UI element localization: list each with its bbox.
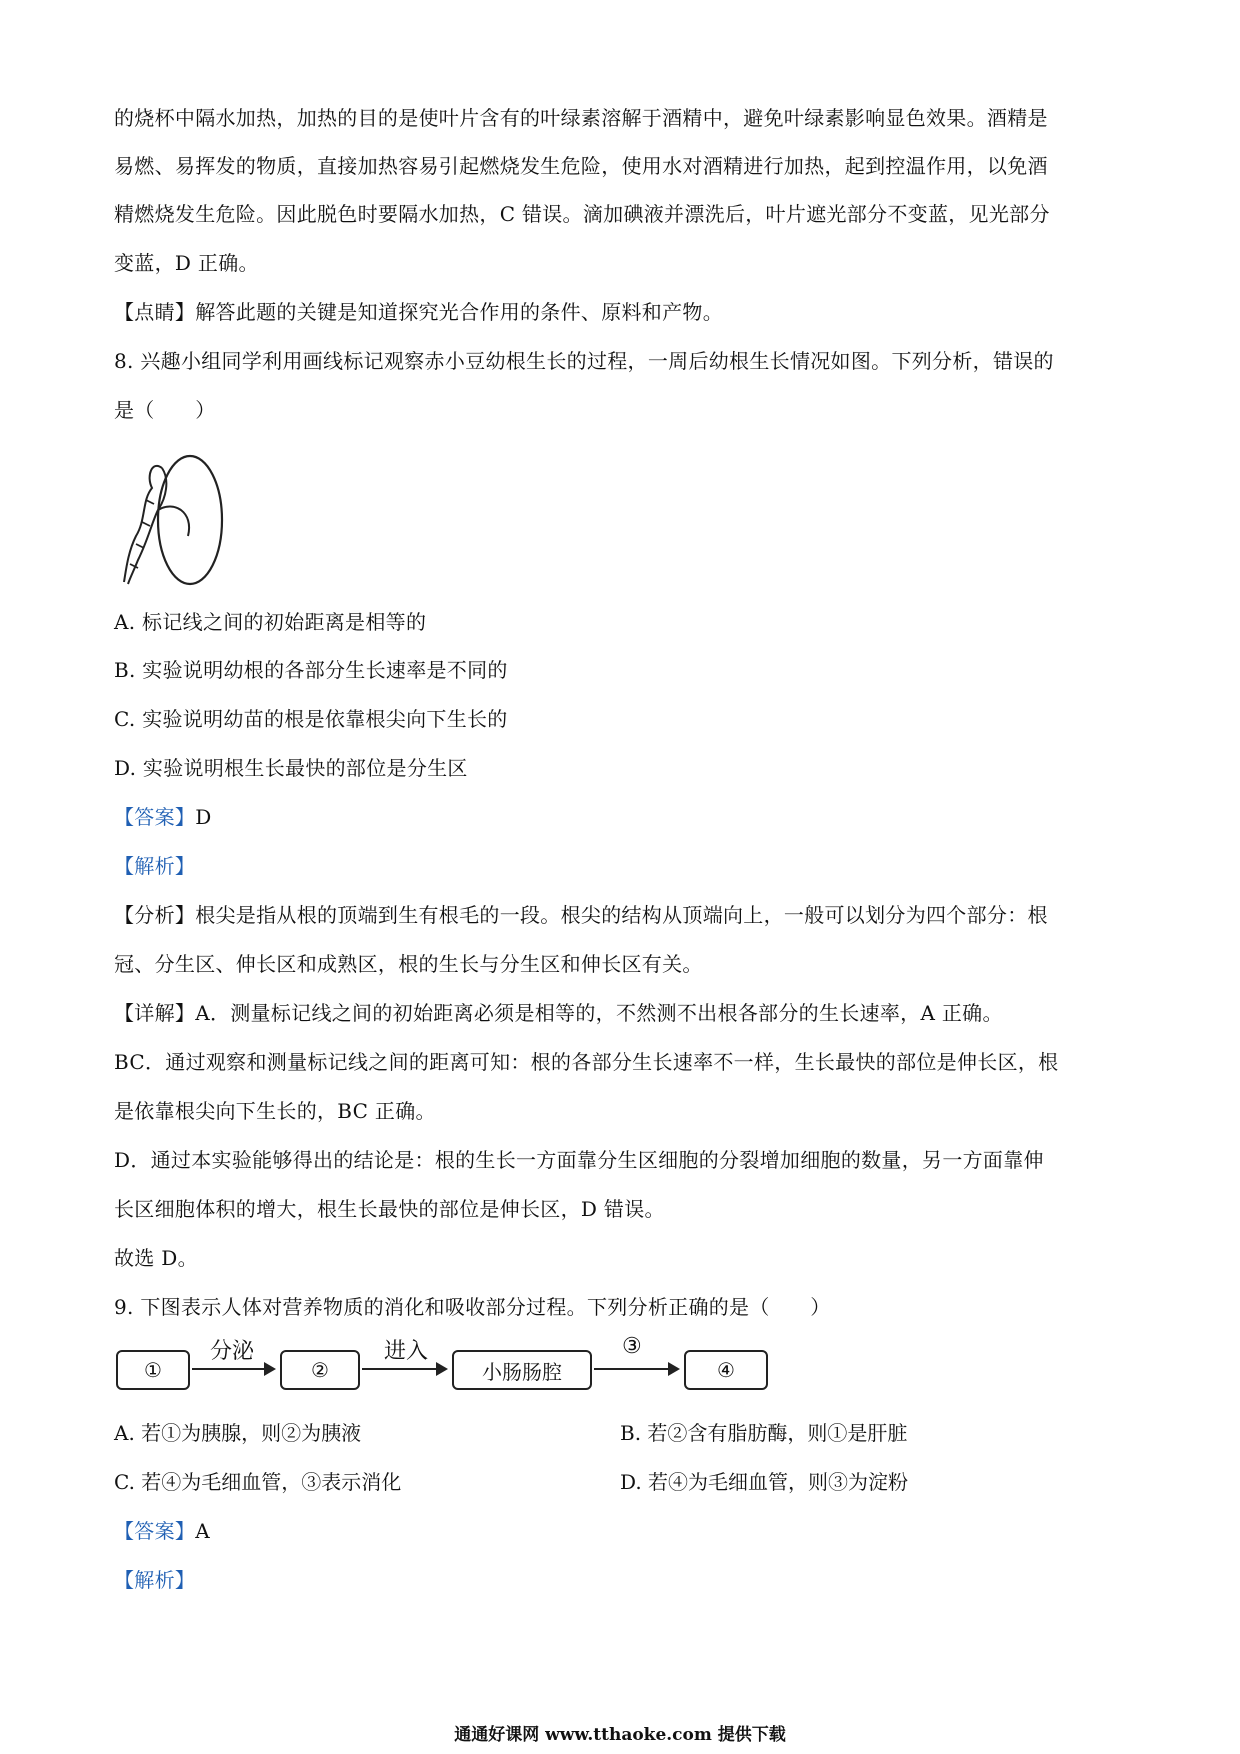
q8-option-c: C. 实验说明幼苗的根是依靠根尖向下生长的 <box>114 707 508 731</box>
text-line: 冠、分生区、伸长区和成熟区，根的生长与分生区和伸长区有关。 <box>114 952 703 976</box>
xiangjie-text: A．测量标记线之间的初始距离必须是相等的，不然测不出根各部分的生长速率，A 正确。 <box>195 1001 1003 1025</box>
dianjing-line <box>114 298 723 326</box>
text-line: BC．通过观察和测量标记线之间的距离可知：根的各部分生长速率不一样，生长最快的部位是伸长区，根 <box>114 1050 1059 1074</box>
q9-option-a: A. 若①为胰腺，则②为胰液 <box>114 1421 362 1445</box>
q8-option-a: A. 标记线之间的初始距离是相等的 <box>114 610 427 634</box>
page-footer: 通通好课网 www.tthaoke.com 提供下载 <box>454 1725 786 1745</box>
flow-box-2: ② <box>280 1350 360 1390</box>
answer-tag: 【答案】 <box>114 805 196 829</box>
flow-arrow-1 <box>192 1339 274 1370</box>
digestion-flow-diagram <box>114 1328 794 1398</box>
xiangjie-line <box>114 999 1003 1027</box>
q9-option-c: C. 若④为毛细血管，③表示消化 <box>114 1470 402 1494</box>
text-line: 是依靠根尖向下生长的，BC 正确。 <box>114 1099 436 1123</box>
answer-tag: 【答案】 <box>114 1519 196 1543</box>
fenxi-tag: 【分析】 <box>114 903 196 927</box>
text-line: 的烧杯中隔水加热，加热的目的是使叶片含有的叶绿素溶解于酒精中，避免叶绿素影响显色效果。酒精是 <box>114 106 1048 130</box>
q9-answer-line <box>114 1517 210 1545</box>
flow-box-small-intestine: 小肠肠腔 <box>452 1350 592 1390</box>
answer-value: D <box>195 805 212 829</box>
text-line: 故选 D。 <box>114 1246 198 1270</box>
flow-arrow-3 <box>594 1334 678 1370</box>
text-line: 长区细胞体积的增大，根生长最快的部位是伸长区，D 错误。 <box>114 1197 665 1221</box>
text-line: 精燃烧发生危险。因此脱色时要隔水加热，C 错误。滴加碘液并漂洗后，叶片遮光部分不变蓝，见光部分 <box>114 202 1050 226</box>
answer-value: A <box>195 1519 210 1543</box>
q9-option-d: D. 若④为毛细血管，则③为淀粉 <box>620 1470 909 1494</box>
fenxi-text: 根尖是指从根的顶端到生有根毛的一段。根尖的结构从顶端向上，一般可以划分为四个部分：根 <box>195 903 1048 927</box>
flow-box-4: ④ <box>684 1350 768 1390</box>
q8-option-d: D. 实验说明根生长最快的部位是分生区 <box>114 756 468 780</box>
text-line: 变蓝，D 正确。 <box>114 251 259 275</box>
seedling-root-illustration <box>118 440 228 590</box>
text-line: 易燃、易挥发的物质，直接加热容易引起燃烧发生危险，使用水对酒精进行加热，起到控温作用，以免酒 <box>114 154 1048 178</box>
jiexi-tag: 【解析】 <box>114 1568 196 1592</box>
dianjing-text: 解答此题的关键是知道探究光合作用的条件、原料和产物。 <box>195 300 724 324</box>
flow-label-3: ③ <box>622 1334 642 1359</box>
jiexi-tag: 【解析】 <box>114 854 196 878</box>
q8-stem: 8. 兴趣小组同学利用画线标记观察赤小豆幼根生长的过程，一周后幼根生长情况如图。下列分析，错误的 <box>114 349 1054 373</box>
q9-option-b: B. 若②含有脂肪酶，则①是肝脏 <box>620 1421 908 1445</box>
q8-answer-line <box>114 803 212 831</box>
q8-option-b: B. 实验说明幼根的各部分生长速率是不同的 <box>114 658 508 682</box>
flow-box-1: ① <box>116 1350 190 1390</box>
flow-label-secrete: 分泌 <box>210 1339 255 1364</box>
dianjing-tag: 【点睛】 <box>114 300 196 324</box>
text-line: D．通过本实验能够得出的结论是：根的生长一方面靠分生区细胞的分裂增加细胞的数量，另一方面靠伸 <box>114 1148 1044 1172</box>
q8-stem-cont: 是（ ） <box>114 398 216 422</box>
xiangjie-tag: 【详解】 <box>114 1001 196 1025</box>
q9-stem: 9. 下图表示人体对营养物质的消化和吸收部分过程。下列分析正确的是（ ） <box>114 1295 831 1319</box>
flow-arrow-2 <box>362 1339 446 1370</box>
flow-label-enter: 进入 <box>384 1339 429 1364</box>
fenxi-line <box>114 901 1048 929</box>
